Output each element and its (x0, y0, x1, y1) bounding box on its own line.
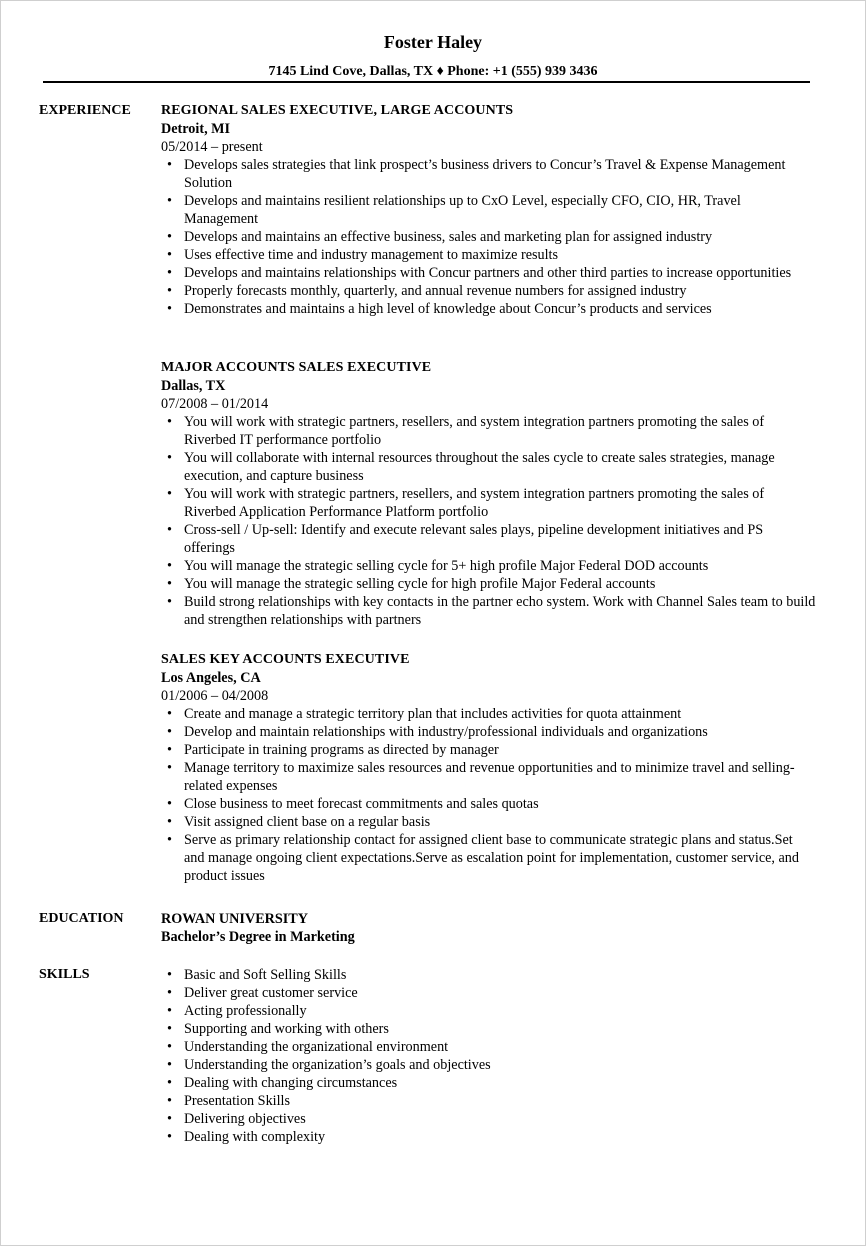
list-item: • Develops and maintains an effective business, sales and marketing plan for assigned industry (161, 228, 816, 246)
list-item: • Uses effective time and industry management to maximize results (161, 246, 816, 264)
job-dates: 01/2006 – 04/2008 (161, 688, 269, 704)
contact-line: 7145 Lind Cove, Dallas, TX ♦ Phone: +1 (555) 939 3436 (268, 64, 598, 79)
job-entry (161, 359, 821, 629)
list-item: • Demonstrates and maintains a high level of knowledge about Concur’s products and services (161, 300, 816, 318)
job-entry (161, 651, 821, 885)
job-location: Los Angeles, CA (161, 670, 261, 686)
job-location: Dallas, TX (161, 378, 226, 394)
list-item: • Manage territory to maximize sales resources and revenue opportunities and to minimize travel and selling-related expenses (161, 759, 816, 795)
list-item: • Develops sales strategies that link prospect’s business drivers to Concur’s Travel & Expense Management Solution (161, 156, 816, 192)
list-item: • You will manage the strategic selling cycle for 5+ high profile Major Federal DOD accounts (161, 557, 816, 575)
list-item: • You will work with strategic partners, resellers, and system integration partners promoting the sales of Riverbed Application Performance Platform portfolio (161, 485, 816, 521)
list-item: • Cross-sell / Up-sell: Identify and execute relevant sales plays, pipeline development initiatives and PS offerings (161, 521, 816, 557)
job-dates: 07/2008 – 01/2014 (161, 396, 269, 412)
skills-bullets (161, 966, 821, 1146)
job-bullets (161, 413, 821, 629)
job-location: Detroit, MI (161, 121, 231, 137)
list-item: • Understanding the organization’s goals and objectives (161, 1056, 816, 1074)
list-item: • Visit assigned client base on a regular basis (161, 813, 816, 831)
education-heading: EDUCATION (39, 911, 124, 926)
school-name: ROWAN UNIVERSITY (161, 911, 309, 927)
job-title: SALES KEY ACCOUNTS EXECUTIVE (161, 652, 410, 667)
job-title: REGIONAL SALES EXECUTIVE, LARGE ACCOUNTS (161, 103, 514, 118)
list-item: • You will work with strategic partners, resellers, and system integration partners promoting the sales of Riverbed IT performance portfolio (161, 413, 816, 449)
list-item: • Build strong relationships with key contacts in the partner echo system. Work with Channel Sales team to build and strengthen relationships with partners (161, 593, 816, 629)
degree: Bachelor’s Degree in Marketing (161, 929, 355, 945)
skills-list (161, 966, 821, 1146)
list-item: • You will collaborate with internal resources throughout the sales cycle to create sales strategies, manage execution, and capture business (161, 449, 816, 485)
job-title: MAJOR ACCOUNTS SALES EXECUTIVE (161, 360, 432, 375)
job-entry (161, 102, 821, 318)
list-item: • Supporting and working with others (161, 1020, 816, 1038)
list-item: • Close business to meet forecast commitments and sales quotas (161, 795, 816, 813)
list-item: • Understanding the organizational environment (161, 1038, 816, 1056)
list-item: • Presentation Skills (161, 1092, 816, 1110)
list-item: • Dealing with changing circumstances (161, 1074, 816, 1092)
job-bullets (161, 156, 821, 318)
list-item: • Properly forecasts monthly, quarterly, and annual revenue numbers for assigned industry (161, 282, 816, 300)
education-entry (161, 910, 821, 946)
skills-heading: SKILLS (39, 967, 90, 982)
list-item: • Deliver great customer service (161, 984, 816, 1002)
list-item: • Acting professionally (161, 1002, 816, 1020)
list-item: • Delivering objectives (161, 1110, 816, 1128)
list-item: • Basic and Soft Selling Skills (161, 966, 816, 984)
header-divider (43, 81, 810, 83)
candidate-name: Foster Haley (383, 32, 483, 52)
job-bullets (161, 705, 821, 885)
list-item: • Create and manage a strategic territory plan that includes activities for quota attainment (161, 705, 816, 723)
list-item: • Dealing with complexity (161, 1128, 816, 1146)
list-item: • You will manage the strategic selling cycle for high profile Major Federal accounts (161, 575, 816, 593)
list-item: • Develops and maintains resilient relationships up to CxO Level, especially CFO, CIO, HR, Travel Management (161, 192, 816, 228)
list-item: • Develop and maintain relationships with industry/professional individuals and organizations (161, 723, 816, 741)
list-item: • Serve as primary relationship contact for assigned client base to communicate strategic plans and status.Set and manage ongoing client expectations.Serve as escalation point for implementation, customer service, and product issues (161, 831, 816, 885)
list-item: • Participate in training programs as directed by manager (161, 741, 816, 759)
job-dates: 05/2014 – present (161, 139, 263, 155)
experience-heading: EXPERIENCE (39, 103, 131, 118)
list-item: • Develops and maintains relationships with Concur partners and other third parties to increase opportunities (161, 264, 816, 282)
